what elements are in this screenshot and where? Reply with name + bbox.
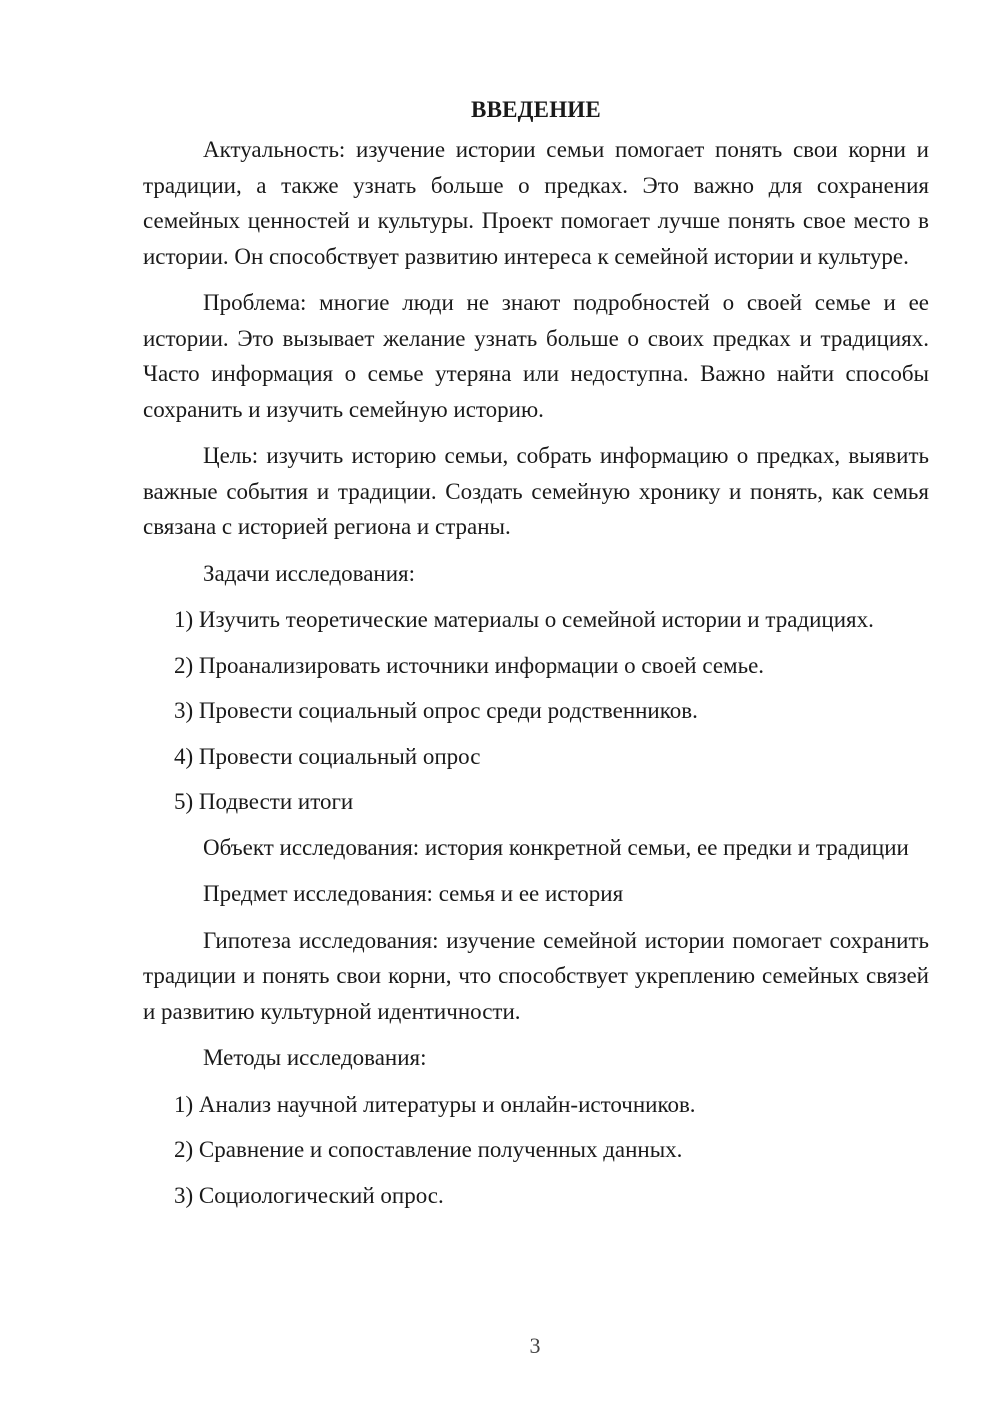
hypothesis-paragraph: Гипотеза исследования: изучение семейной истории помогает сохранить традиции и понять свои корни, что способствует укреплению семейных связей и развитию культурной идентичности. <box>143 927 929 1024</box>
page-number: 3 <box>529 1333 541 1358</box>
methods-list <box>143 1087 929 1214</box>
page-content <box>143 92 929 1223</box>
problem-paragraph: Проблема: многие люди не знают подробностей о своей семье и ее истории. Это вызывает желание узнать больше о своих предках и традициях. Часто информация о семье утеряна или недоступна. Важно найти способы сохранить и изучить семейную историю. <box>143 290 929 422</box>
task-item: 3) Провести социальный опрос среди родственников. <box>174 698 698 723</box>
task-item: 4) Провести социальный опрос <box>174 743 481 769</box>
subject-paragraph: Предмет исследования: семья и ее история <box>203 881 624 906</box>
goal-paragraph: Цель: изучить историю семьи, собрать информацию о предках, выявить важные события и традиции. Создать семейную хронику и понять, как семья связана с историей региона и страны. <box>143 443 929 539</box>
section-heading: ВВЕДЕНИЕ <box>471 97 601 122</box>
task-item: 2) Проанализировать источники информации о своей семье. <box>174 652 765 678</box>
methods-title: Методы исследования: <box>203 1045 427 1070</box>
method-item: 2) Сравнение и сопоставление полученных данных. <box>174 1137 683 1162</box>
tasks-list <box>143 602 929 820</box>
method-item: 1) Анализ научной литературы и онлайн-источников. <box>174 1091 696 1117</box>
task-item: 1) Изучить теоретические материалы о семейной истории и традициях. <box>174 607 874 632</box>
tasks-title: Задачи исследования: <box>203 560 416 586</box>
object-paragraph: Объект исследования: история конкретной семьи, ее предки и традиции <box>203 834 909 860</box>
method-item: 3) Социологический опрос. <box>174 1182 444 1208</box>
task-item: 5) Подвести итоги <box>174 789 354 814</box>
relevance-paragraph: Актуальность: изучение истории семьи помогает понять свои корни и традиции, а также узнать больше о предках. Это важно для сохранения семейных ценностей и культуры. Проект помогает лучше понять свое место в истории. Он способствует развитию интереса к семейной истории и культуре. <box>143 137 929 269</box>
